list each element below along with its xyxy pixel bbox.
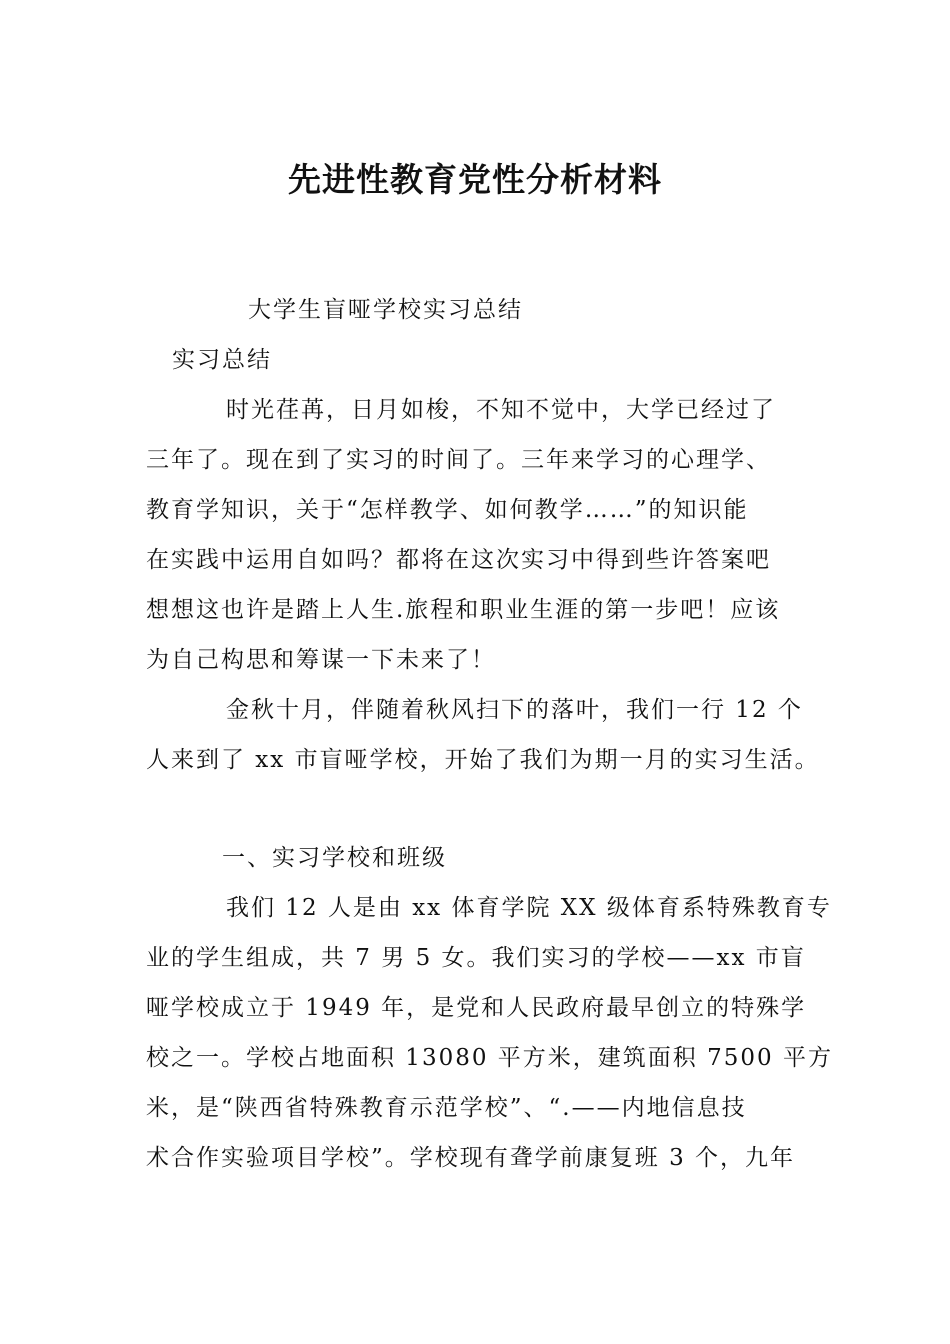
document-title: 先进性教育党性分析材料 [288, 160, 662, 199]
paragraph-line: 三年了。现在到了实习的时间了。三年来学习的心理学、 [146, 447, 771, 473]
subtitle: 大学生盲哑学校实习总结 [248, 297, 523, 323]
paragraph-line: 米，是“陕西省特殊教育示范学校”、“.——内地信息技 [146, 1095, 747, 1121]
paragraph-line: 人来到了 xx 市盲哑学校，开始了我们为期一月的实习生活。 [146, 747, 820, 773]
paragraph-line: 校之一。学校占地面积 13080 平方米，建筑面积 7500 平方 [146, 1045, 833, 1071]
section-label: 实习总结 [172, 347, 272, 373]
section-heading: 一、实习学校和班级 [222, 845, 447, 871]
paragraph-line: 金秋十月，伴随着秋风扫下的落叶，我们一行 12 个 [226, 697, 803, 723]
paragraph-line: 在实践中运用自如吗？都将在这次实习中得到些许答案吧 [146, 547, 771, 573]
paragraph-line: 为自己构思和筹谋一下未来了！ [146, 647, 496, 673]
paragraph-line: 哑学校成立于 1949 年，是党和人民政府最早创立的特殊学 [146, 995, 807, 1021]
paragraph-line: 术合作实验项目学校”。学校现有聋学前康复班 3 个，九年 [146, 1145, 796, 1171]
paragraph-line: 想想这也许是踏上人生.旅程和职业生涯的第一步吧！应该 [146, 597, 781, 623]
paragraph-line: 教育学知识，关于“怎样教学、如何教学……”的知识能 [146, 497, 749, 523]
paragraph-line: 时光荏苒，日月如梭，不知不觉中，大学已经过了 [226, 397, 776, 423]
paragraph-line: 业的学生组成，共 7 男 5 女。我们实习的学校——xx 市盲 [146, 945, 806, 971]
paragraph-line: 我们 12 人是由 xx 体育学院 XX 级体育系特殊教育专 [226, 895, 832, 921]
